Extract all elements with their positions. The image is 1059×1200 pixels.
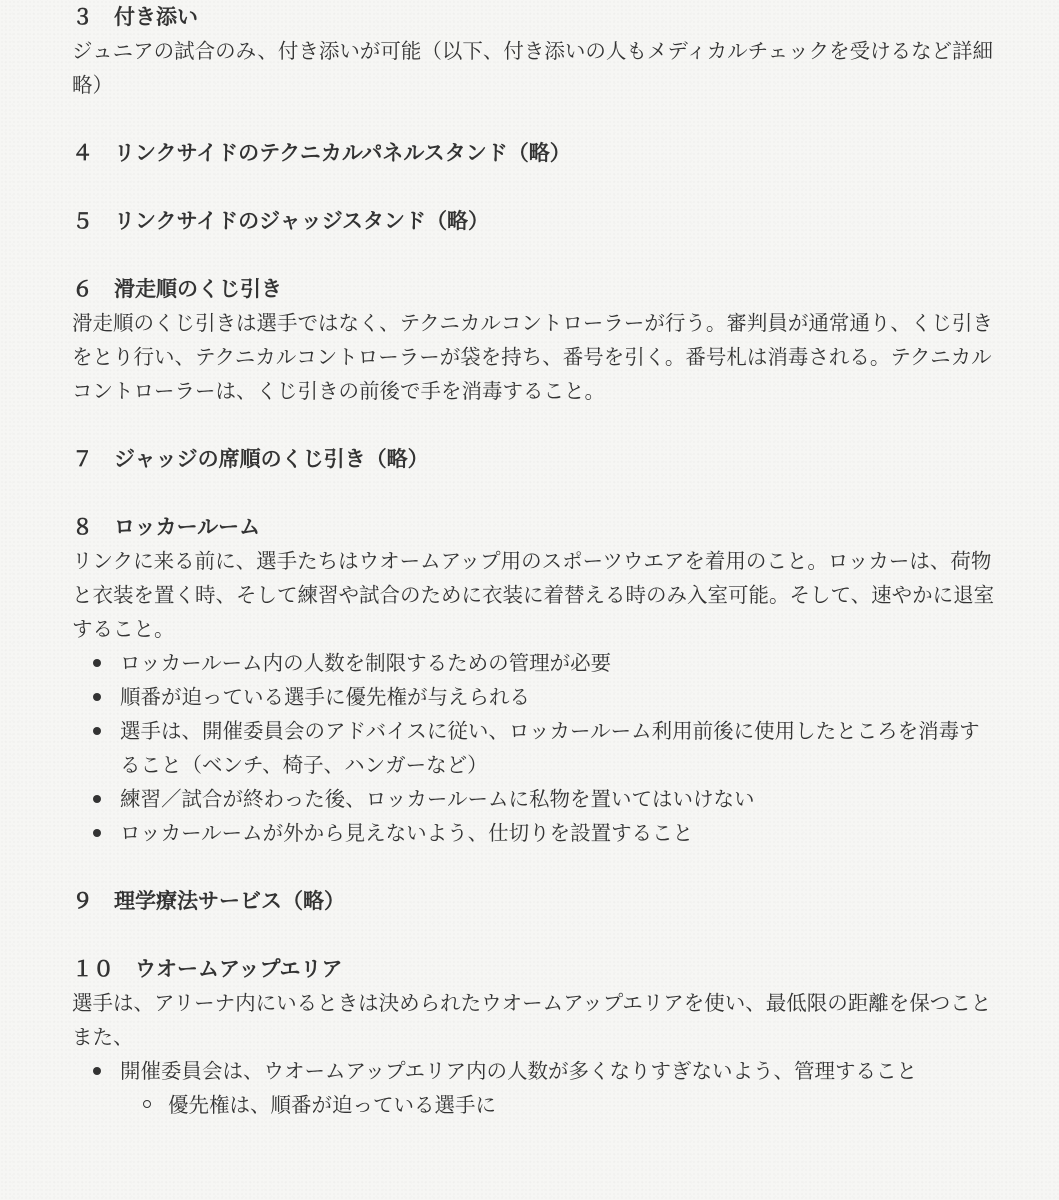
list-item xyxy=(120,680,1000,714)
section-heading: ６ 滑走順のくじ引き xyxy=(72,277,282,301)
section-10 xyxy=(72,952,1059,1122)
paragraph: 選手は、アリーナ内にいるときは決められたウオームアップエリアを使い、最低限の距離を保つこと xyxy=(72,991,992,1015)
bullet-list xyxy=(72,1054,1000,1122)
section-6 xyxy=(72,272,1059,408)
list-item xyxy=(120,646,1000,680)
list-item xyxy=(120,1054,1000,1122)
list-item xyxy=(120,816,1000,850)
section-9 xyxy=(72,884,1059,918)
section-7 xyxy=(72,442,1059,476)
list-item-text: 開催委員会は、ウオームアップエリア内の人数が多くなりすぎないよう、管理すること xyxy=(120,1059,918,1083)
section-5 xyxy=(72,204,1059,238)
list-item-text: ロッカールームが外から見えないよう、仕切りを設置すること xyxy=(120,821,694,845)
paragraph: リンクに来る前に、選手たちはウオームアップ用のスポーツウエアを着用のこと。ロッカーは、荷物と衣装を置く時、そして練習や試合のために衣装に着替える時のみ入室可能。そして、速やかに退室すること。 xyxy=(72,549,995,641)
paragraph: また、 xyxy=(72,1025,134,1049)
section-heading: ７ ジャッジの席順のくじ引き（略） xyxy=(72,447,429,471)
list-item-text: 順番が迫っている選手に優先権が与えられる xyxy=(120,685,530,709)
section-3 xyxy=(72,0,1059,102)
sub-bullet-list xyxy=(120,1088,1000,1122)
section-4 xyxy=(72,136,1059,170)
list-item xyxy=(120,782,1000,816)
paragraph: ジュニアの試合のみ、付き添いが可能（以下、付き添いの人もメディカルチェックを受けるなど詳細略） xyxy=(72,39,994,97)
section-8 xyxy=(72,510,1059,850)
sub-list-item xyxy=(168,1088,1000,1122)
list-item-text: 選手は、開催委員会のアドバイスに従い、ロッカールーム利用前後に使用したところを消毒すること（ベンチ、椅子、ハンガーなど） xyxy=(120,719,980,777)
bullet-list xyxy=(72,646,1000,850)
section-heading: ５ リンクサイドのジャッジスタンド（略） xyxy=(72,209,490,233)
bullet-icon xyxy=(93,727,101,735)
bullet-icon xyxy=(93,693,101,701)
sub-list-item-text: 優先権は、順番が迫っている選手に xyxy=(168,1093,496,1117)
list-item xyxy=(120,714,1000,782)
section-heading: ９ 理学療法サービス（略） xyxy=(72,889,345,913)
bullet-icon xyxy=(93,795,101,803)
list-item-text: 練習／試合が終わった後、ロッカールームに私物を置いてはいけない xyxy=(120,787,755,811)
bullet-icon xyxy=(93,829,101,837)
section-heading: ８ ロッカールーム xyxy=(72,515,261,539)
section-heading: １０ ウオームアップエリア xyxy=(72,957,343,981)
section-heading: ３ 付き添い xyxy=(72,5,198,29)
paragraph: 滑走順のくじ引きは選手ではなく、テクニカルコントローラーが行う。審判員が通常通り、くじ引きをとり行い、テクニカルコントローラーが袋を持ち、番号を引く。番号札は消毒される。テクニカルコントローラーは、くじ引きの前後で手を消毒すること。 xyxy=(72,311,993,403)
section-heading: ４ リンクサイドのテクニカルパネルスタンド（略） xyxy=(72,141,571,165)
bullet-icon xyxy=(93,1067,101,1075)
hollow-bullet-icon xyxy=(143,1100,151,1108)
bullet-icon xyxy=(93,659,101,667)
list-item-text: ロッカールーム内の人数を制限するための管理が必要 xyxy=(120,651,612,675)
